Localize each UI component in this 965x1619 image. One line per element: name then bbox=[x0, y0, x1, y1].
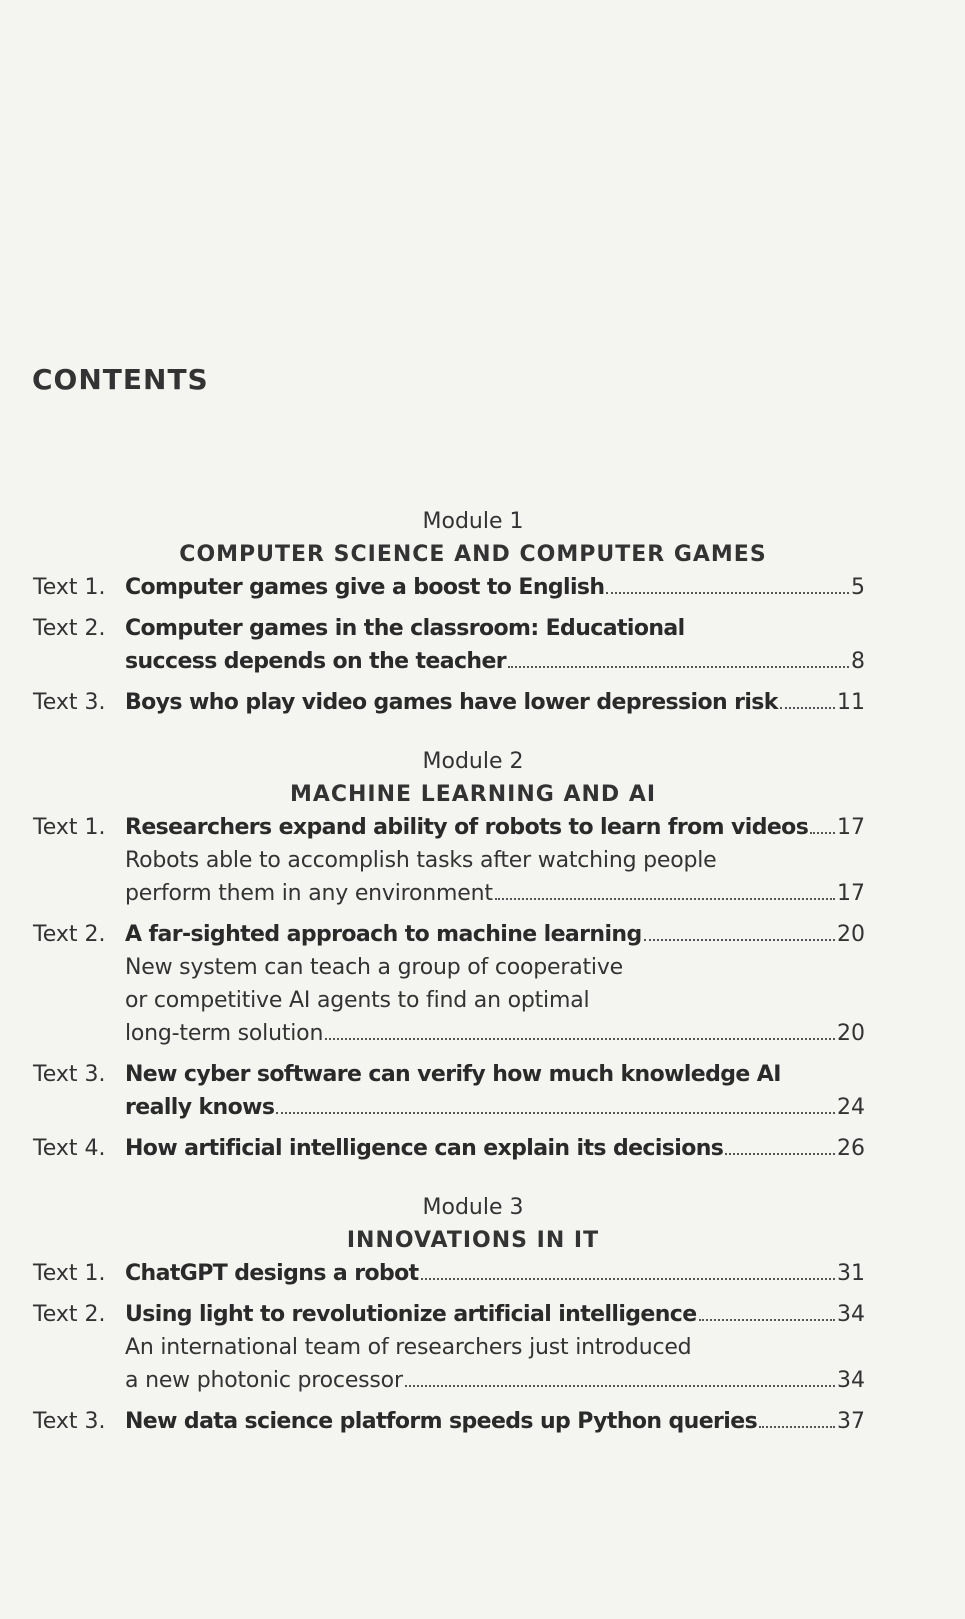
entry-line bbox=[125, 612, 865, 645]
entry-subtitle: perform them in any environment bbox=[125, 881, 493, 906]
entry-body bbox=[125, 811, 865, 910]
entry-body bbox=[125, 612, 865, 678]
entry-title: Using light to revolutionize artificial intelligence bbox=[125, 1302, 697, 1327]
entry-title: Boys who play video games have lower depression risk bbox=[125, 690, 778, 715]
toc-entry[interactable] bbox=[33, 1405, 865, 1438]
text-label: Text 3. bbox=[33, 1062, 106, 1087]
page-number: 24 bbox=[837, 1095, 865, 1120]
page-number: 26 bbox=[837, 1136, 865, 1161]
entry-body bbox=[125, 918, 865, 1050]
entry-title: New data science platform speeds up Python queries bbox=[125, 1409, 758, 1434]
page-number: 34 bbox=[837, 1368, 865, 1393]
entry-line bbox=[125, 1017, 865, 1050]
entry-subtitle: or competitive AI agents to find an optimal bbox=[125, 988, 590, 1013]
dot-leader bbox=[780, 701, 835, 709]
dot-leader bbox=[810, 826, 835, 834]
entry-subtitle: An international team of researchers just introduced bbox=[125, 1335, 692, 1360]
entry-line bbox=[125, 571, 865, 604]
entry-body bbox=[125, 571, 865, 604]
entry-spacer bbox=[33, 1124, 865, 1132]
entry-line bbox=[125, 844, 865, 877]
entry-line bbox=[125, 1091, 865, 1124]
entry-line bbox=[125, 1058, 865, 1091]
toc-entry[interactable] bbox=[33, 612, 865, 678]
dot-leader bbox=[644, 933, 835, 941]
entry-line bbox=[125, 984, 865, 1017]
page-number: 34 bbox=[837, 1302, 865, 1327]
entry-line bbox=[125, 1298, 865, 1331]
text-label: Text 2. bbox=[33, 922, 106, 947]
entry-subtitle: Robots able to accomplish tasks after watching people bbox=[125, 848, 717, 873]
entry-spacer bbox=[33, 910, 865, 918]
toc-entry[interactable] bbox=[33, 571, 865, 604]
dot-leader bbox=[325, 1032, 835, 1040]
toc-entry[interactable] bbox=[33, 811, 865, 910]
entry-subtitle: long-term solution bbox=[125, 1021, 324, 1046]
entry-title: A far-sighted approach to machine learning bbox=[125, 922, 642, 947]
module-title: INNOVATIONS IN IT bbox=[346, 1228, 600, 1253]
dot-leader bbox=[405, 1379, 835, 1387]
page-number: 37 bbox=[837, 1409, 865, 1434]
contents-heading: CONTENTS bbox=[32, 363, 209, 396]
text-label: Text 1. bbox=[33, 1261, 106, 1286]
toc-entry[interactable] bbox=[33, 1058, 865, 1124]
entry-subtitle: New system can teach a group of cooperative bbox=[125, 955, 623, 980]
page-number: 5 bbox=[851, 575, 865, 600]
entry-line bbox=[125, 1132, 865, 1165]
entry-spacer bbox=[33, 1050, 865, 1058]
entry-title: really knows bbox=[125, 1095, 275, 1120]
dot-leader bbox=[759, 1420, 835, 1428]
entry-title: Computer games give a boost to English bbox=[125, 575, 605, 600]
text-label: Text 3. bbox=[33, 690, 106, 715]
entry-line bbox=[125, 686, 865, 719]
dot-leader bbox=[508, 660, 849, 668]
text-label: Text 3. bbox=[33, 1409, 106, 1434]
entry-title: Computer games in the classroom: Educational bbox=[125, 616, 685, 641]
text-label: Text 2. bbox=[33, 616, 106, 641]
entry-title: New cyber software can verify how much knowledge AI bbox=[125, 1062, 781, 1087]
entry-title: ChatGPT designs a robot bbox=[125, 1261, 419, 1286]
entry-line bbox=[125, 1331, 865, 1364]
entry-spacer bbox=[33, 604, 865, 612]
toc-entry[interactable] bbox=[33, 1132, 865, 1165]
module-header bbox=[33, 1191, 913, 1257]
module-header bbox=[33, 745, 913, 811]
text-label: Text 1. bbox=[33, 815, 106, 840]
page-number: 17 bbox=[837, 881, 865, 906]
table-of-contents bbox=[33, 505, 865, 1438]
module-title: COMPUTER SCIENCE AND COMPUTER GAMES bbox=[179, 542, 767, 567]
dot-leader bbox=[421, 1272, 835, 1280]
entry-body bbox=[125, 1257, 865, 1290]
entry-line bbox=[125, 1257, 865, 1290]
entry-line bbox=[125, 1405, 865, 1438]
page-number: 31 bbox=[837, 1261, 865, 1286]
entry-line bbox=[125, 811, 865, 844]
page-number: 17 bbox=[837, 815, 865, 840]
module-number: Module 2 bbox=[422, 749, 524, 774]
dot-leader bbox=[725, 1147, 835, 1155]
entry-line bbox=[125, 645, 865, 678]
entry-spacer bbox=[33, 1290, 865, 1298]
entry-title: How artificial intelligence can explain its decisions bbox=[125, 1136, 724, 1161]
page-number: 20 bbox=[837, 1021, 865, 1046]
entry-body bbox=[125, 1298, 865, 1397]
dot-leader bbox=[699, 1313, 835, 1321]
entry-spacer bbox=[33, 678, 865, 686]
toc-entry[interactable] bbox=[33, 686, 865, 719]
module-number: Module 1 bbox=[422, 509, 524, 534]
entry-line bbox=[125, 951, 865, 984]
toc-entry[interactable] bbox=[33, 918, 865, 1050]
module-spacer bbox=[33, 1165, 865, 1191]
entry-body bbox=[125, 1405, 865, 1438]
module-title: MACHINE LEARNING AND AI bbox=[289, 782, 657, 807]
dot-leader bbox=[606, 586, 849, 594]
module-spacer bbox=[33, 719, 865, 745]
entry-subtitle: a new photonic processor bbox=[125, 1368, 403, 1393]
dot-leader bbox=[276, 1106, 835, 1114]
entry-spacer bbox=[33, 1397, 865, 1405]
entry-body bbox=[125, 1058, 865, 1124]
page-number: 11 bbox=[837, 690, 865, 715]
text-label: Text 4. bbox=[33, 1136, 106, 1161]
module-header bbox=[33, 505, 913, 571]
text-label: Text 2. bbox=[33, 1302, 106, 1327]
entry-body bbox=[125, 1132, 865, 1165]
entry-line bbox=[125, 877, 865, 910]
entry-line bbox=[125, 918, 865, 951]
entry-title: Researchers expand ability of robots to learn from videos bbox=[125, 815, 809, 840]
toc-entry[interactable] bbox=[33, 1298, 865, 1397]
page-number: 8 bbox=[851, 649, 865, 674]
entry-line bbox=[125, 1364, 865, 1397]
entry-body bbox=[125, 686, 865, 719]
module-number: Module 3 bbox=[422, 1195, 524, 1220]
text-label: Text 1. bbox=[33, 575, 106, 600]
entry-title: success depends on the teacher bbox=[125, 649, 507, 674]
toc-entry[interactable] bbox=[33, 1257, 865, 1290]
page-number: 20 bbox=[837, 922, 865, 947]
dot-leader bbox=[495, 892, 835, 900]
